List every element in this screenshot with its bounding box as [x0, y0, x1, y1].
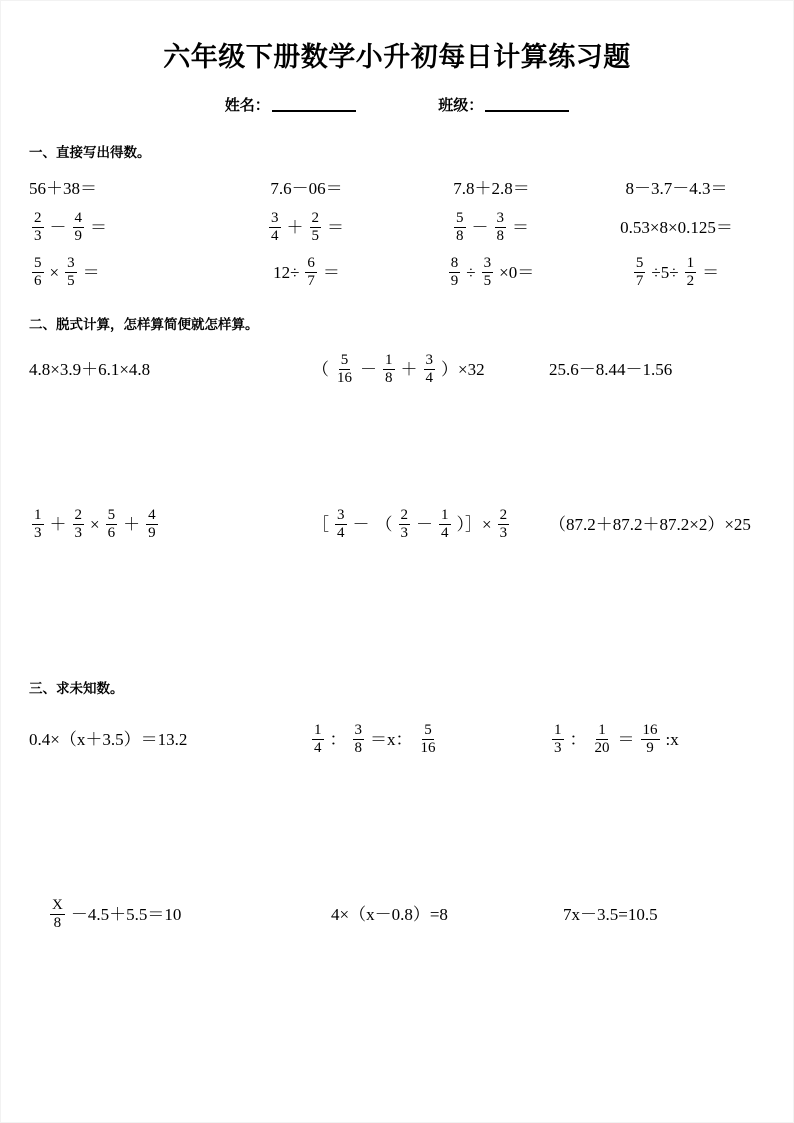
class-label: 班级：: [438, 96, 484, 114]
fraction-numerator: 3: [67, 255, 75, 271]
fraction-numerator: 3: [271, 210, 279, 226]
fraction: [146, 508, 158, 541]
operator: ＝: [617, 730, 635, 749]
fraction-denominator: 3: [499, 525, 508, 541]
fraction-denominator: 3: [554, 740, 562, 756]
operator: :x: [665, 730, 679, 749]
section-2-problem-grid-row2: [29, 502, 773, 547]
fraction: [32, 256, 44, 289]
fraction: [498, 508, 510, 541]
problem-1-7[interactable]: [399, 205, 584, 250]
operator: ＝: [512, 218, 529, 237]
problem-1-1[interactable]: 56＋38＝: [29, 178, 97, 198]
operator: ）］×: [456, 515, 492, 534]
fraction: [106, 508, 118, 541]
fraction-numerator: 5: [424, 722, 432, 738]
problem-3-5[interactable]: 4×（x－0.8）=8: [331, 905, 448, 924]
name-field: [225, 94, 356, 115]
section-2: [1, 313, 793, 677]
fraction: [685, 256, 697, 289]
fraction-numerator: 2: [74, 507, 82, 523]
fraction-numerator: 8: [450, 255, 459, 271]
fraction-denominator: 7: [635, 273, 644, 289]
section-2-heading: 二、脱式计算，怎样算简便就怎样算。: [29, 317, 259, 333]
operator: ＋: [400, 360, 418, 379]
fraction-numerator: 1: [686, 255, 695, 271]
work-area-3-1[interactable]: [1, 762, 793, 892]
operator: ［: [312, 515, 329, 534]
operator: ＝: [90, 218, 107, 237]
fraction-numerator: 1: [554, 722, 562, 738]
operator: ×: [90, 515, 100, 534]
operator: ）×32: [441, 360, 485, 379]
fraction: [269, 211, 281, 244]
name-label: 姓名：: [224, 96, 270, 114]
section-1: [1, 141, 793, 295]
fraction-numerator: 3: [483, 255, 492, 271]
fraction-denominator: 4: [337, 525, 345, 541]
problem-3-6[interactable]: 7x－3.5=10.5: [563, 905, 658, 924]
section-3-problem-grid-row1: [29, 717, 773, 762]
fraction-numerator: 1: [314, 722, 322, 738]
problem-3-1[interactable]: 0.4×（x＋3.5）＝13.2: [29, 730, 188, 749]
problem-2-4[interactable]: [29, 502, 309, 547]
fraction: [449, 256, 461, 289]
problem-2-5[interactable]: [309, 502, 549, 547]
fraction-numerator: 16: [642, 722, 658, 738]
problem-2-1[interactable]: 4.8×3.9＋6.1×4.8: [29, 360, 151, 379]
fraction: [335, 353, 354, 386]
problem-3-4[interactable]: [29, 892, 309, 937]
class-blank[interactable]: [485, 96, 569, 112]
fraction-numerator: 2: [34, 210, 42, 226]
fraction-numerator: 2: [499, 507, 508, 523]
fraction-numerator: 5: [107, 507, 116, 523]
operator: ＋: [49, 515, 67, 534]
fraction-numerator: 1: [441, 507, 449, 523]
fraction: [32, 211, 44, 244]
fraction: [634, 256, 646, 289]
problem-3-3[interactable]: [549, 717, 769, 762]
fraction-denominator: 3: [74, 525, 82, 541]
fraction-numerator: X: [52, 897, 63, 913]
operator: ＝: [702, 263, 720, 282]
fraction: [353, 723, 365, 756]
fraction: [641, 723, 660, 756]
operator: ＝x：: [370, 730, 413, 749]
fraction-denominator: 4: [314, 740, 322, 756]
fraction: [419, 723, 438, 756]
operator: －: [360, 360, 377, 379]
problem-1-5[interactable]: [29, 205, 214, 250]
fraction: [32, 508, 44, 541]
fraction-denominator: 8: [456, 228, 464, 244]
fraction: [383, 353, 395, 386]
problem-1-2[interactable]: 7.6－06＝: [270, 178, 343, 198]
operator: 12÷: [273, 263, 300, 282]
fraction: [50, 898, 65, 931]
fraction-denominator: 3: [34, 525, 42, 541]
problem-2-3[interactable]: 25.6－8.44－1.56: [549, 360, 673, 379]
problem-2-6[interactable]: （87.2＋87.2＋87.2×2）×25: [549, 515, 751, 534]
fraction-denominator: 4: [271, 228, 279, 244]
operator: －: [49, 218, 67, 237]
operator: －: [352, 515, 370, 534]
problem-1-8[interactable]: 0.53×8×0.125＝: [620, 218, 733, 237]
operator: ＋: [286, 218, 304, 237]
problem-1-10[interactable]: [214, 250, 399, 295]
fraction-numerator: 4: [74, 210, 82, 226]
operator: －: [416, 515, 433, 534]
fraction-numerator: 3: [425, 352, 433, 368]
problem-1-12[interactable]: [584, 250, 769, 295]
problem-1-11[interactable]: [399, 250, 584, 295]
fraction-numerator: 4: [148, 507, 156, 523]
fraction-denominator: 5: [311, 228, 319, 244]
fraction-denominator: 9: [74, 228, 82, 244]
work-area-2-2[interactable]: [1, 547, 793, 677]
fraction-denominator: 8: [496, 228, 504, 244]
fraction: [399, 508, 411, 541]
fraction: [552, 723, 564, 756]
fraction: [335, 508, 347, 541]
fraction-denominator: 9: [450, 273, 459, 289]
fraction-denominator: 6: [34, 273, 42, 289]
fraction-denominator: 16: [337, 370, 352, 386]
fraction-denominator: 8: [53, 915, 62, 931]
section-2-problem-grid-row1: [29, 347, 773, 392]
fraction-numerator: 5: [340, 352, 349, 368]
problem-1-9[interactable]: [29, 250, 214, 295]
operator: －: [471, 218, 489, 237]
fraction: [593, 723, 612, 756]
fraction-denominator: 2: [686, 273, 695, 289]
operator: ＋: [123, 515, 141, 534]
fraction-denominator: 16: [420, 740, 436, 756]
operator: ×0＝: [499, 263, 535, 282]
fraction-numerator: 1: [598, 722, 606, 738]
page-title: 六年级下册数学小升初每日计算练习题: [163, 42, 631, 73]
fraction: [305, 256, 317, 289]
fraction-denominator: 6: [107, 525, 116, 541]
fraction-denominator: 4: [441, 525, 449, 541]
fraction-denominator: 5: [483, 273, 492, 289]
operator: ：: [329, 730, 347, 749]
fraction: [73, 508, 85, 541]
fraction-numerator: 5: [34, 255, 42, 271]
operator: ÷5÷: [651, 263, 679, 282]
name-blank[interactable]: [272, 96, 356, 112]
fraction-numerator: 2: [400, 507, 408, 523]
fraction-numerator: 2: [311, 210, 319, 226]
operator: ＝: [327, 218, 344, 237]
operator: ：: [569, 730, 587, 749]
fraction: [495, 211, 507, 244]
fraction-numerator: 6: [307, 255, 315, 271]
fraction-denominator: 20: [594, 740, 610, 756]
student-info-row: [1, 94, 793, 115]
section-3-heading: 三、求未知数。: [29, 681, 124, 697]
fraction: [439, 508, 451, 541]
fraction-numerator: 1: [34, 507, 42, 523]
fraction-denominator: 8: [385, 370, 393, 386]
fraction-numerator: 3: [496, 210, 504, 226]
fraction-denominator: 4: [425, 370, 433, 386]
section-3-problem-grid-row2: [29, 892, 773, 937]
class-field: [438, 94, 569, 115]
fraction: [312, 723, 324, 756]
fraction-denominator: 3: [34, 228, 42, 244]
fraction: [73, 211, 85, 244]
operator: －4.5＋5.5＝10: [70, 905, 182, 924]
problem-1-3[interactable]: 7.8＋2.8＝: [453, 178, 530, 198]
section-1-problem-grid: [29, 171, 773, 295]
fraction: [65, 256, 77, 289]
fraction-numerator: 5: [456, 210, 464, 226]
fraction-denominator: 8: [354, 740, 362, 756]
operator: ÷: [466, 263, 476, 282]
operator: ＝: [322, 263, 340, 282]
operator: （: [312, 360, 329, 379]
operator: ×: [49, 263, 60, 282]
work-area-2-1[interactable]: [1, 392, 793, 502]
problem-3-2[interactable]: [309, 717, 549, 762]
fraction: [424, 353, 436, 386]
fraction-numerator: 5: [635, 255, 644, 271]
fraction-denominator: 7: [307, 273, 315, 289]
fraction-denominator: 3: [400, 525, 408, 541]
problem-1-4[interactable]: 8－3.7－4.3＝: [625, 178, 728, 198]
fraction-denominator: 9: [148, 525, 156, 541]
fraction: [454, 211, 466, 244]
fraction-numerator: 1: [385, 352, 393, 368]
fraction: [310, 211, 322, 244]
operator: ＝: [82, 263, 100, 282]
fraction-numerator: 3: [354, 722, 362, 738]
operator: （: [375, 515, 393, 534]
problem-1-6[interactable]: [214, 205, 399, 250]
section-1-heading: 一、直接写出得数。: [29, 145, 151, 161]
problem-2-2[interactable]: [309, 347, 549, 392]
fraction-numerator: 3: [337, 507, 345, 523]
fraction-denominator: 5: [67, 273, 75, 289]
fraction-denominator: 9: [646, 740, 654, 756]
section-3: [1, 677, 793, 937]
fraction: [482, 256, 494, 289]
